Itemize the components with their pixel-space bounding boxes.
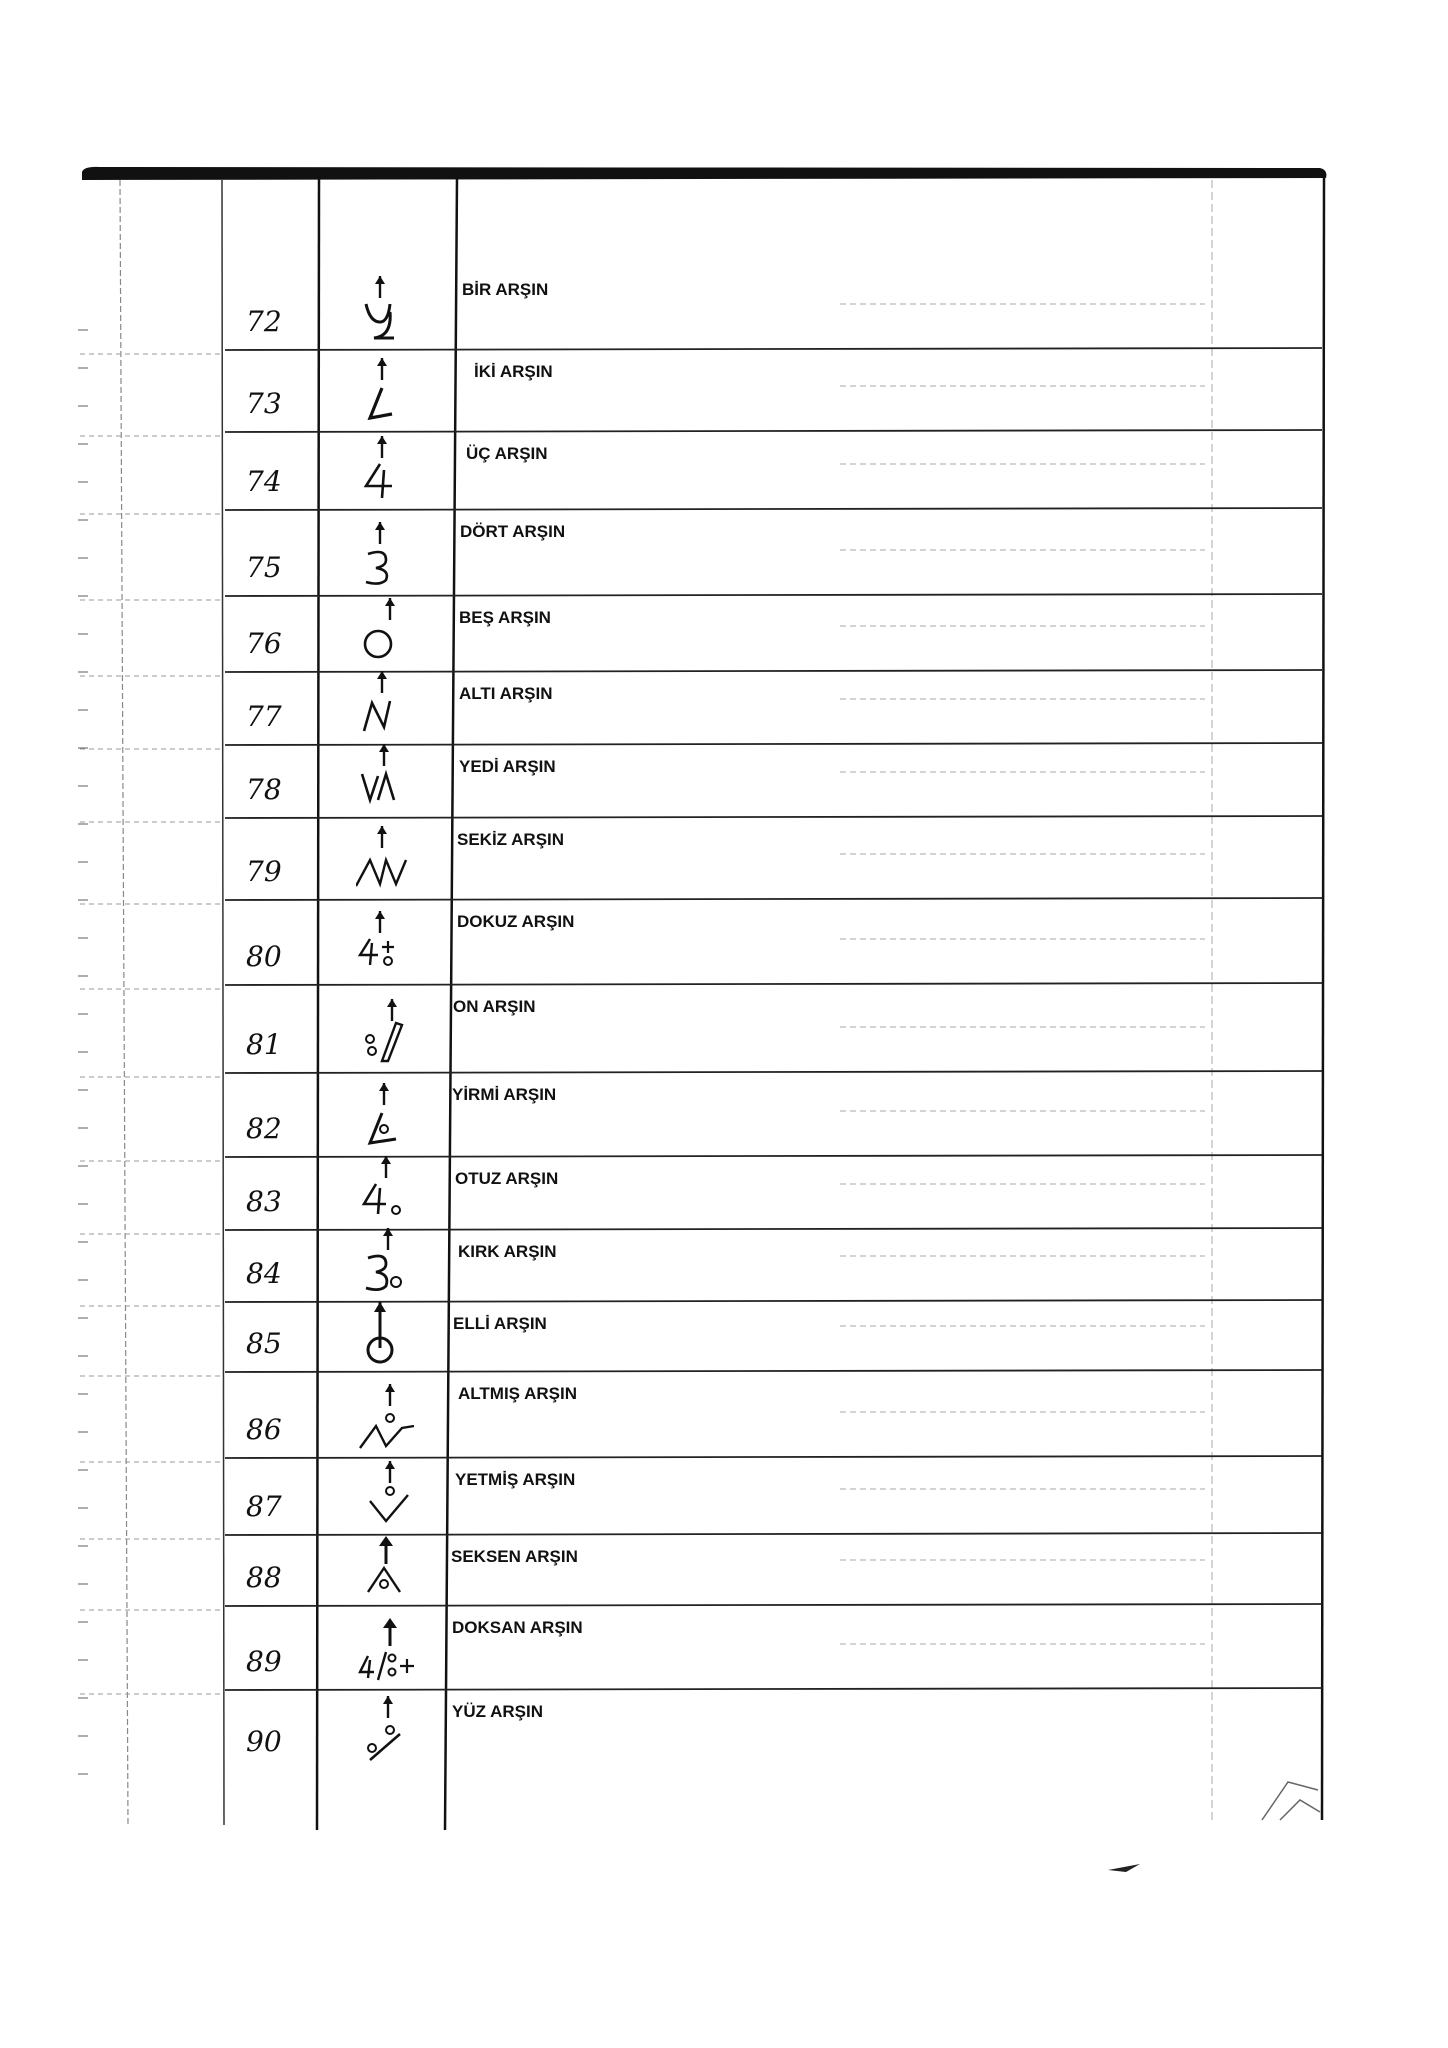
glyph-3-circle-arrow-icon bbox=[356, 1228, 420, 1298]
row-number: 84 bbox=[246, 1257, 282, 1290]
row-number: 85 bbox=[246, 1327, 282, 1360]
glyph-circle-arrow-icon bbox=[356, 598, 420, 668]
row-number: 73 bbox=[246, 387, 282, 420]
row-number: 89 bbox=[246, 1645, 282, 1678]
row-number: 77 bbox=[246, 700, 282, 733]
row-number: 75 bbox=[246, 551, 282, 584]
row-number: 90 bbox=[246, 1725, 282, 1758]
row-number: 86 bbox=[246, 1413, 282, 1446]
row-label: ON ARŞIN bbox=[453, 997, 536, 1016]
row-label: ALTMIŞ ARŞIN bbox=[458, 1384, 577, 1403]
row-label: KIRK ARŞIN bbox=[458, 1242, 557, 1261]
glyph-slash-circle-arrow-icon bbox=[356, 999, 420, 1069]
row-number: 83 bbox=[246, 1185, 282, 1218]
row-number: 79 bbox=[246, 855, 282, 888]
row-number: 87 bbox=[246, 1490, 282, 1523]
row-number: 81 bbox=[246, 1028, 282, 1061]
row-label: DOKUZ ARŞIN bbox=[457, 912, 575, 931]
glyph-L-arrow-icon bbox=[356, 358, 420, 428]
glyph-y-arrow-icon bbox=[356, 276, 420, 346]
row-label: OTUZ ARŞIN bbox=[455, 1169, 559, 1188]
row-label: YİRMİ ARŞIN bbox=[452, 1085, 557, 1104]
row-number: 72 bbox=[246, 305, 282, 338]
row-number: 76 bbox=[246, 627, 282, 660]
row-label: ÜÇ ARŞIN bbox=[466, 444, 548, 463]
row-label: BEŞ ARŞIN bbox=[459, 608, 551, 627]
glyph-4-arrow-icon bbox=[356, 436, 420, 506]
row-label: BİR ARŞIN bbox=[462, 280, 549, 299]
row-label: YEDİ ARŞIN bbox=[459, 757, 556, 776]
row-label: İKİ ARŞIN bbox=[474, 362, 553, 381]
row-label: ELLİ ARŞIN bbox=[453, 1314, 547, 1333]
glyph-3-arrow-icon bbox=[356, 522, 420, 592]
row-number: 78 bbox=[246, 773, 282, 806]
glyph-4plus-arrow-icon bbox=[356, 911, 420, 981]
row-label: YETMİŞ ARŞIN bbox=[455, 1470, 576, 1489]
glyph-v-circle-arrow-icon bbox=[356, 1461, 420, 1531]
row-label: YÜZ ARŞIN bbox=[452, 1702, 543, 1721]
glyph-4-circle-arrow-icon bbox=[356, 1156, 420, 1226]
top-thick-rule bbox=[82, 167, 1326, 180]
glyph-percent-arrow-icon bbox=[356, 1696, 420, 1766]
row-label: DOKSAN ARŞIN bbox=[452, 1618, 583, 1637]
glyph-N-arrow-icon bbox=[356, 671, 420, 741]
glyph-VA-arrow-icon bbox=[356, 744, 420, 814]
glyph-caret-circle-arrow-icon bbox=[356, 1532, 420, 1602]
glyph-circle-stick-arrow-icon bbox=[356, 1298, 420, 1368]
row-number: 82 bbox=[246, 1112, 282, 1145]
row-number: 74 bbox=[246, 465, 282, 498]
glyph-L-circle-arrow-icon bbox=[356, 1083, 420, 1153]
glyph-AV-arrow-icon bbox=[356, 826, 420, 896]
row-label: DÖRT ARŞIN bbox=[460, 522, 566, 541]
row-number: 80 bbox=[246, 940, 282, 973]
row-label: SEKİZ ARŞIN bbox=[457, 830, 565, 849]
row-number: 88 bbox=[246, 1561, 282, 1594]
glyph-zigzag-circle-arrow-icon bbox=[356, 1384, 420, 1454]
glyph-4slash-plus-arrow-icon bbox=[356, 1616, 420, 1686]
row-label: SEKSEN ARŞIN bbox=[451, 1547, 578, 1566]
row-label: ALTI ARŞIN bbox=[459, 684, 553, 703]
